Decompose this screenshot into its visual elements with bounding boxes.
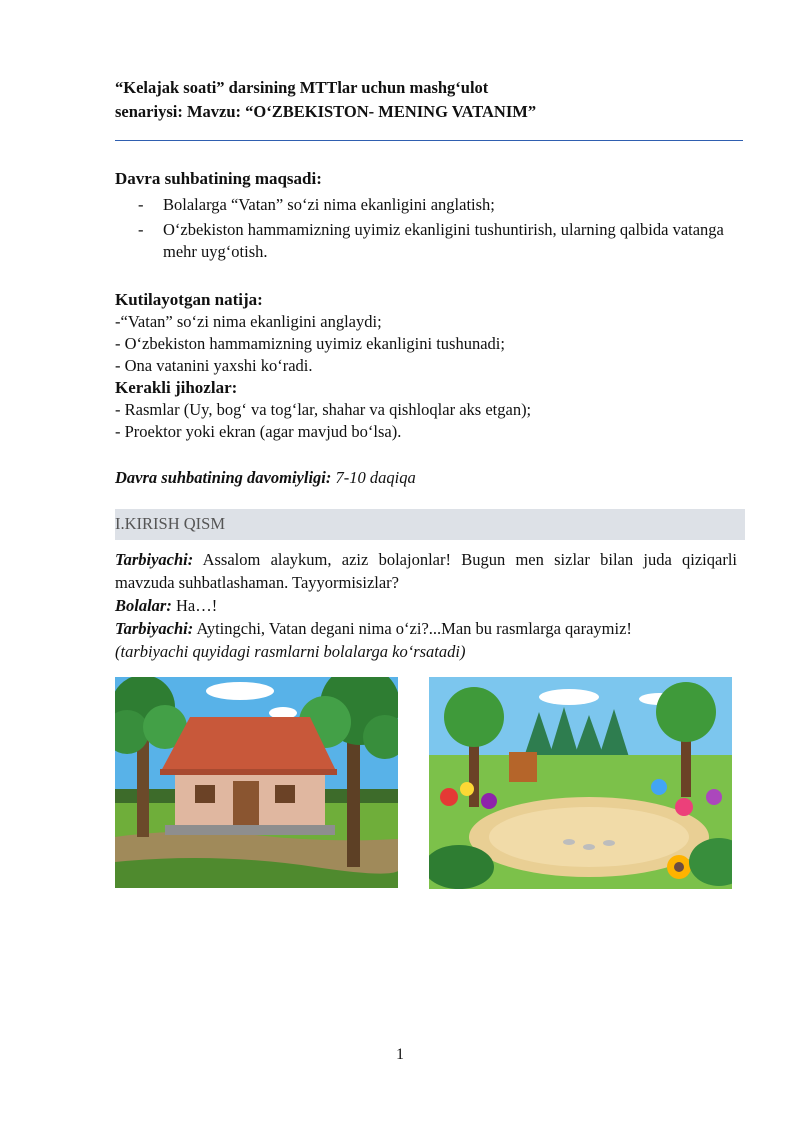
house-image bbox=[115, 677, 398, 888]
dialog-line bbox=[115, 548, 737, 594]
house-illustration bbox=[115, 677, 398, 888]
dialog-line bbox=[115, 594, 737, 617]
duration-label: Davra suhbatining davomiyligi: bbox=[115, 468, 332, 487]
result-section bbox=[115, 289, 740, 443]
section-heading-bar bbox=[115, 509, 745, 540]
goal-bullet-text: Bolalarga “Vatan” so‘zi nima ekanligini anglatish; bbox=[163, 195, 495, 214]
goal-bullet bbox=[115, 219, 740, 263]
speaker-teacher: Tarbiyachi: bbox=[115, 550, 194, 569]
goal-bullet-text: O‘zbekiston hammamizning uyimiz ekanligini tushuntirish, ularning qalbida vatanga mehr uyg‘otish. bbox=[163, 220, 724, 261]
dialog-text: Ha…! bbox=[171, 596, 218, 615]
garden-image bbox=[429, 677, 732, 889]
document-header bbox=[115, 76, 745, 124]
bullet-dash: - bbox=[138, 220, 144, 239]
equipment-item: - Rasmlar (Uy, bog‘ va tog‘lar, shahar va qishloqlar aks etgan); bbox=[115, 400, 532, 419]
dialog-text: Aytingchi, Vatan degani nima o‘zi?...Man bu rasmlarga qaraymiz! bbox=[193, 619, 632, 638]
header-line-1: “Kelajak soati” darsining MTTlar uchun mashg‘ulot bbox=[115, 78, 489, 97]
result-item: -“Vatan” so‘zi nima ekanligini anglaydi; bbox=[115, 312, 382, 331]
goal-bullet bbox=[115, 194, 740, 216]
bullet-dash: - bbox=[138, 195, 144, 214]
equipment-item: - Proektor yoki ekran (agar mavjud bo‘lsa). bbox=[115, 422, 402, 441]
equipment-title: Kerakli jihozlar: bbox=[115, 378, 238, 397]
goal-section bbox=[115, 168, 740, 263]
garden-illustration bbox=[429, 677, 732, 889]
result-item: - Ona vatanini yaxshi ko‘radi. bbox=[115, 356, 313, 375]
result-item: - O‘zbekiston hammamizning uyimiz ekanligini tushunadi; bbox=[115, 334, 505, 353]
result-title: Kutilayotgan natija: bbox=[115, 290, 263, 309]
header-line-2: senariysi: Mavzu: “O‘ZBEKISTON- MENING VATANIM” bbox=[115, 102, 537, 121]
stage-direction: (tarbiyachi quyidagi rasmlarni bolalarga ko‘rsatadi) bbox=[115, 642, 466, 661]
duration-value: 7-10 daqiqa bbox=[331, 468, 416, 487]
dialog-text: Assalom alaykum, aziz bolajonlar! Bugun men sizlar bilan juda qiziqarli mavzuda suhbatlashaman. Tayyormisizlar? bbox=[115, 550, 737, 592]
header-divider bbox=[115, 140, 743, 141]
dialog-block bbox=[115, 548, 737, 663]
speaker-teacher: Tarbiyachi: bbox=[115, 619, 194, 638]
speaker-children: Bolalar: bbox=[115, 596, 172, 615]
goal-title: Davra suhbatining maqsadi: bbox=[115, 169, 322, 188]
page-number: 1 bbox=[396, 1046, 404, 1063]
dialog-line bbox=[115, 617, 737, 640]
section-title: I.KIRISH QISM bbox=[115, 514, 226, 533]
duration-line bbox=[115, 467, 740, 489]
